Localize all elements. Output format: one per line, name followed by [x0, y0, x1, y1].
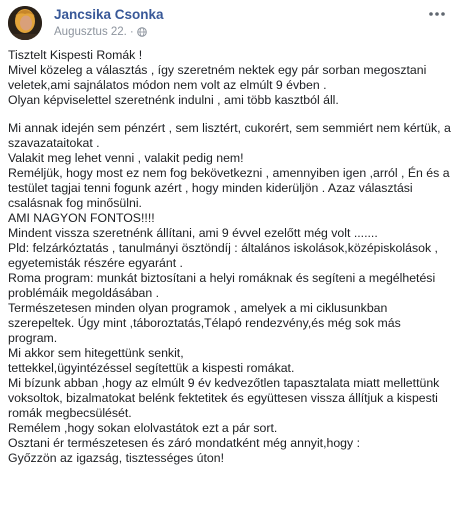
globe-icon	[137, 27, 147, 37]
post-meta	[54, 26, 147, 38]
post-paragraph: Mindent vissza szeretnénk állítani, ami 9 évvel ezelőtt még volt .......	[8, 226, 378, 240]
author-name[interactable]: Jancsika Csonka	[54, 7, 164, 22]
post-body	[8, 48, 452, 466]
post-date[interactable]: Augusztus 22.	[54, 26, 127, 38]
post-paragraph: Roma program: munkát biztosítani a helyi romáknak és segíteni a megélhetési problémáik megoldásában .	[8, 271, 436, 300]
more-options-icon	[428, 11, 446, 17]
post-paragraph: Győzzön az igazság, tisztességes úton!	[8, 451, 224, 465]
post-header	[0, 0, 458, 44]
post-paragraph: Tisztelt Kispesti Romák !	[8, 48, 143, 62]
post-paragraph: Mivel közeleg a választás , így szeretném nektek egy pár sorban megosztani veletek,ami sajnálatos módon nem volt az elmúlt 9 évben .	[8, 63, 427, 92]
avatar-image	[8, 6, 42, 40]
post-paragraph: Remélem ,hogy sokan elolvastátok ezt a pár sort.	[8, 421, 278, 435]
more-options-button[interactable]	[426, 6, 448, 26]
post-paragraph: Mi akkor sem hitegettünk senkit,	[8, 346, 184, 360]
author-avatar[interactable]	[8, 6, 42, 40]
post-paragraph: tettekkel,ügyintézéssel segítettük a kispesti romákat.	[8, 361, 295, 375]
meta-separator: ·	[129, 26, 134, 38]
post-paragraph: Mi bízunk abban ,hogy az elmúlt 9 év kedvezőtlen tapasztalata miatt mellettünk voksoltok, bizalmatokat belénk fektetitek és együttesen vissza állítjuk a kispesti romák megbecsülését.	[8, 376, 440, 420]
post-paragraph: Valakit meg lehet venni , valakit pedig nem!	[8, 151, 244, 165]
post-paragraph: Mi annak idején sem pénzért , sem lisztért, cukorért, sem semmiért nem kértük, a szavazataitokat .	[8, 121, 451, 150]
post-paragraph: Reméljük, hogy most ez nem fog bekövetkezni , amennyiben igen ,arról , Én és a testület tagjai tenni fogunk azért , hogy minden kiderüljön . Azaz választási csalásnak fog minősülni.	[8, 166, 450, 210]
post-paragraph: Olyan képviselettel szeretnénk indulni , ami több kasztból áll.	[8, 93, 339, 107]
post-paragraph: Osztani ér természetesen és záró mondatként még annyit,hogy :	[8, 436, 361, 450]
post-paragraph: Pld: felzárkóztatás , tanulmányi ösztöndíj : általános iskolások,középiskolások , egyetemisták részére egyaránt .	[8, 241, 438, 270]
post-paragraph: Természetesen minden olyan programok , amelyek a mi ciklusunkban szerepeltek. Úgy mint ,táboroztatás,Télapó rendezvény,és még sok más program.	[8, 301, 401, 345]
post-paragraph: AMI NAGYON FONTOS!!!!	[8, 211, 155, 225]
